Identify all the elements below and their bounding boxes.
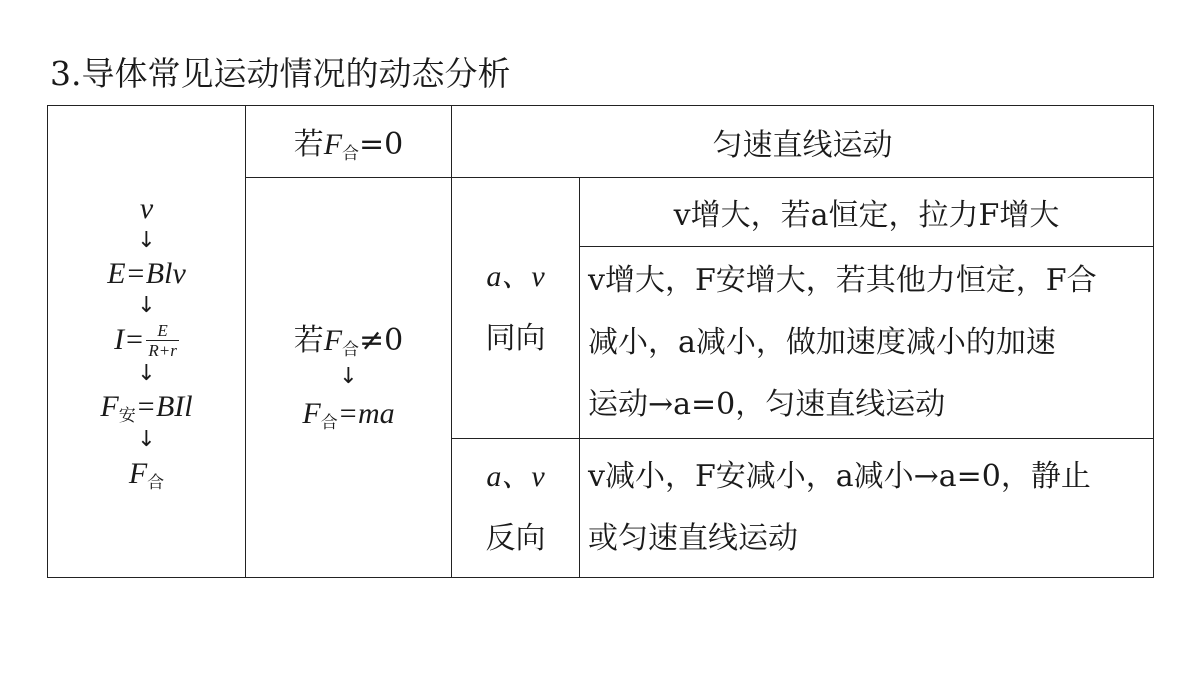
av-label: a、v xyxy=(486,460,545,493)
chain-v: v xyxy=(139,192,154,226)
down-arrow-icon: ↓ xyxy=(137,360,156,386)
page-title: 3.导体常见运动情况的动态分析 xyxy=(50,54,511,93)
same-direction-constant-a: v增大，若a恒定，拉力F增大 xyxy=(580,178,1154,247)
same-direction-description: v增大，F安增大，若其他力恒定，F合 减小，a减小，做加速度减小的加速 运动→a=0，匀速直线运动 xyxy=(580,247,1154,439)
same-direction-label-cell xyxy=(452,178,580,439)
opposite-direction-description: v减小，F安减小，a减小→a=0，静止 或匀速直线运动 xyxy=(580,439,1154,578)
down-arrow-icon: ↓ xyxy=(137,228,156,254)
derivation-chain-cell xyxy=(48,106,246,578)
chain-ampere-force: $F_安=BIl$ xyxy=(100,390,193,427)
opposite-direction-label-cell xyxy=(452,439,580,578)
case-zero-condition: 若$F_合=0$ xyxy=(246,106,452,178)
analysis-table xyxy=(47,105,1154,578)
chain-current: I= $\frac{E}{R+r}$ xyxy=(114,320,177,361)
av-label: a、v xyxy=(486,260,545,293)
newton-second-law: $F_合=ma$ xyxy=(302,396,395,433)
chain-net-force: $F_合$ xyxy=(128,456,165,493)
case-zero-result: 匀速直线运动 xyxy=(452,106,1154,178)
down-arrow-icon: ↓ xyxy=(339,364,358,390)
same-direction-label: 同向 xyxy=(485,321,546,356)
case-nonzero-cell xyxy=(246,178,452,578)
chain-emf: E=Blv xyxy=(107,257,186,291)
current-fraction: $\frac{E}{R+r}$ xyxy=(148,320,177,361)
opposite-direction-label: 反向 xyxy=(485,521,546,556)
down-arrow-icon: ↓ xyxy=(137,427,156,453)
case-nonzero-condition: 若$F_合\ne 0$ xyxy=(293,322,404,360)
down-arrow-icon: ↓ xyxy=(137,293,156,319)
